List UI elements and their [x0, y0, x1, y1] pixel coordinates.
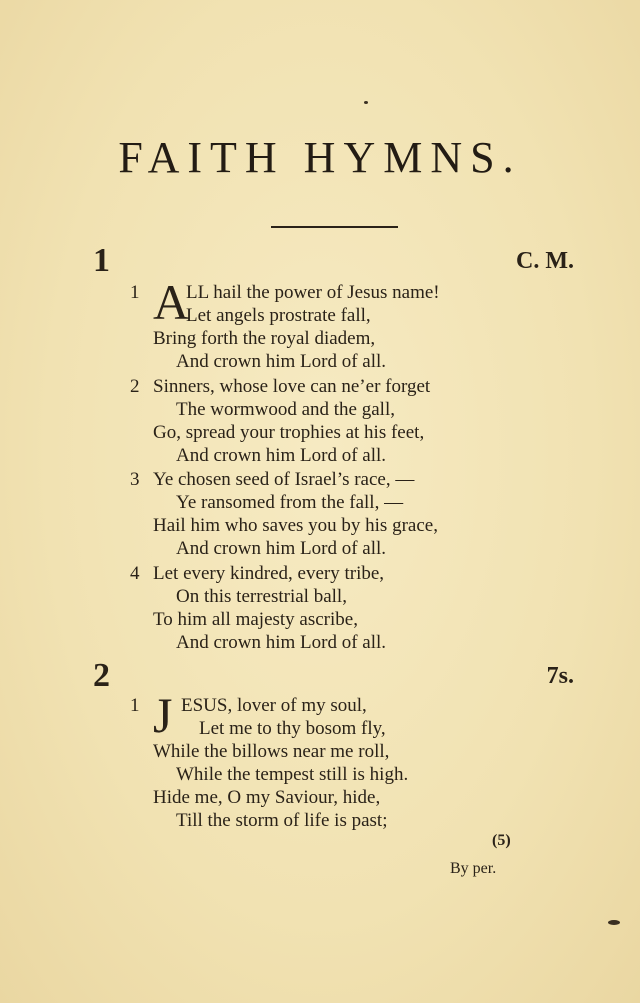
verse — [130, 468, 590, 560]
hymn-number: 2 — [93, 657, 110, 694]
verse-line: On this terrestrial ball, — [176, 586, 347, 607]
verse-line: Ye ransomed from the fall, — — [176, 492, 404, 513]
verse-line: And crown him Lord of all. — [176, 445, 387, 466]
drop-cap: A — [153, 274, 190, 330]
verse-line: The wormwood and the gall, — [176, 399, 395, 420]
verse-number: 1 — [130, 282, 140, 303]
page-title: FAITH HYMNS. — [118, 133, 522, 182]
hymn-meter: 7s. — [546, 663, 574, 689]
verse-line: Let angels prostrate fall, — [186, 305, 371, 326]
verse-number: 1 — [130, 695, 140, 716]
verse-line: Sinners, whose love can ne’er forget — [153, 376, 431, 397]
ink-speck — [608, 920, 620, 925]
permission-note: By per. — [450, 860, 497, 877]
hymn-meter: C. M. — [516, 248, 574, 274]
verse-number: 4 — [130, 563, 140, 584]
verse-line: And crown him Lord of all. — [176, 632, 387, 653]
title-rule — [271, 226, 398, 228]
verse-line: ESUS, lover of my soul, — [181, 695, 367, 716]
verse-number: 2 — [130, 376, 140, 397]
verse-number: 3 — [130, 469, 140, 490]
verse — [130, 687, 590, 832]
verse — [130, 562, 590, 654]
page-number: (5) — [492, 832, 511, 849]
verse-line: Let me to thy bosom fly, — [199, 718, 386, 739]
verse-line: While the billows near me roll, — [153, 741, 390, 762]
ink-speck — [364, 101, 368, 104]
verse-line: Till the storm of life is past; — [176, 810, 388, 831]
verse-line: Bring forth the royal diadem, — [153, 328, 376, 349]
verse-line: Go, spread your trophies at his feet, — [153, 422, 425, 443]
verse-line: Hail him who saves you by his grace, — [153, 515, 438, 536]
verse — [130, 274, 590, 373]
hymn-number: 1 — [93, 242, 110, 279]
verse-line: To him all majesty ascribe, — [153, 609, 358, 630]
drop-cap: J — [153, 687, 173, 743]
verse-line: Let every kindred, every tribe, — [153, 563, 385, 584]
verse-line: While the tempest still is high. — [176, 764, 409, 785]
verse — [130, 375, 590, 467]
verse-line: Ye chosen seed of Israel’s race, — — [153, 469, 415, 490]
verse-line: Hide me, O my Saviour, hide, — [153, 787, 381, 808]
verse-line: LL hail the power of Jesus name! — [186, 282, 440, 303]
verse-line: And crown him Lord of all. — [176, 351, 387, 372]
verse-line: And crown him Lord of all. — [176, 538, 387, 559]
